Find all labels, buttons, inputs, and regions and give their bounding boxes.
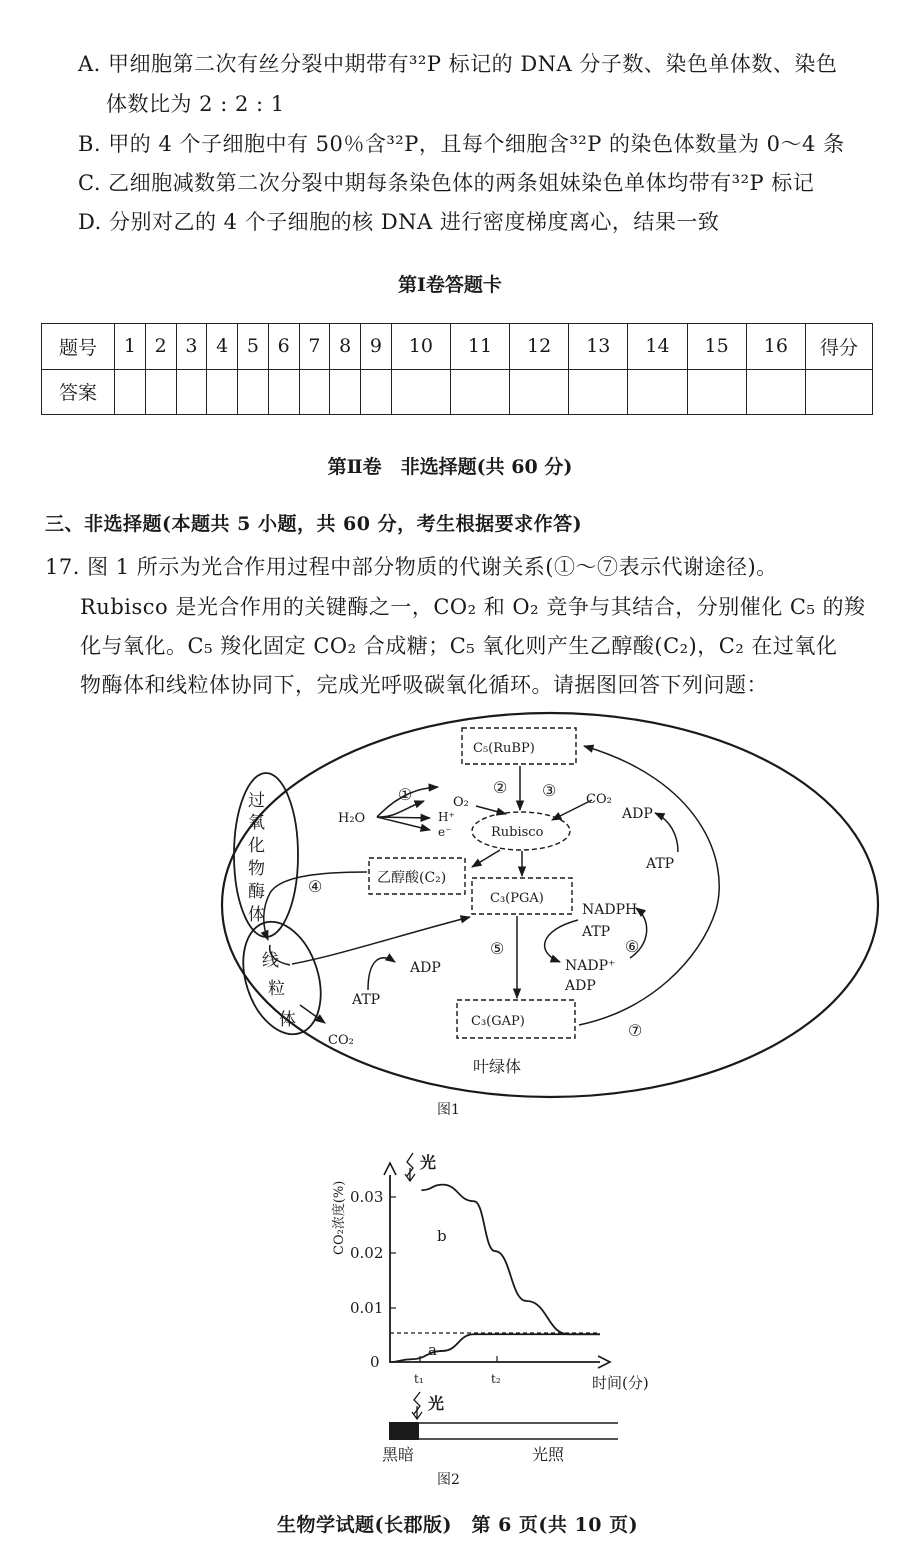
chloroplast-label: 叶绿体: [473, 1057, 522, 1076]
row-head-answer: 答案: [42, 369, 115, 415]
answer-card-title: 第Ⅰ卷答题卡: [398, 274, 502, 296]
y-axis-arrow: [384, 1163, 396, 1175]
figure2-caption: 图2: [437, 1472, 460, 1488]
section3-heading: 三、非选择题(本题共 5 小题，共 60 分，考生根据要求作答): [45, 513, 583, 535]
water-label: H₂O: [338, 811, 366, 826]
x-tick-label-t1: t₁: [414, 1372, 424, 1386]
adp-top-label: ADP: [622, 806, 653, 822]
pathway-number-5: ⑤: [490, 939, 505, 958]
score-label-cell: 得分: [806, 324, 873, 370]
atp-label: ATP: [582, 924, 611, 940]
qnum-cell: 1: [115, 324, 146, 370]
y-axis-label: CO₂浓度(%): [332, 1180, 347, 1255]
peroxisome-char: 物: [248, 859, 265, 879]
c2-label: 乙醇酸(C₂): [377, 870, 447, 886]
hplus-label: H⁺: [438, 810, 455, 824]
qnum-cell: 2: [145, 324, 176, 370]
light-top-label: 光: [420, 1153, 437, 1172]
adp-mito-label: ADP: [410, 960, 441, 976]
light-arrow-icon-2: [412, 1406, 422, 1419]
qnum-cell: 10: [391, 324, 450, 370]
qnum-cell: 9: [361, 324, 392, 370]
option-a-line1: A. 甲细胞第二次有丝分裂中期带有³²P 标记的 DNA 分子数、染色单体数、染色: [78, 52, 838, 76]
qnum-cell: 11: [450, 324, 509, 370]
pathway-number-1: ①: [398, 785, 413, 804]
co2-mito-label: CO₂: [328, 1033, 354, 1048]
qnum-cell: 16: [746, 324, 805, 370]
curve-a: [390, 1334, 600, 1362]
mito-char: 体: [279, 1010, 296, 1030]
pathway-number-6: ⑥: [625, 937, 640, 956]
option-a-line2: 体数比为 2 : 2 : 1: [106, 92, 285, 116]
peroxisome-char: 酶: [248, 882, 265, 902]
x-tick-label-t2: t₂: [491, 1372, 501, 1386]
qnum-cell: 7: [299, 324, 330, 370]
q17-line2: Rubisco 是光合作用的关键酶之一，CO₂ 和 O₂ 竞争与其结合，分别催化 C₅ 的羧: [80, 595, 866, 619]
section2-title: 第Ⅱ卷 非选择题(共 60 分): [327, 456, 573, 478]
qnum-cell: 5: [238, 324, 269, 370]
figure1-caption: 图1: [437, 1102, 460, 1118]
y-tick-label: 0.01: [350, 1299, 384, 1317]
page-footer: 生物学试题(长郡版) 第 6 页(共 10 页): [277, 1514, 639, 1536]
row-head-number: 题号: [42, 324, 115, 370]
qnum-cell: 14: [628, 324, 687, 370]
option-c: C. 乙细胞减数第二次分裂中期每条染色体的两条姐妹染色单体均带有³²P 标记: [78, 171, 815, 195]
q17-line3: 化与氧化。C₅ 羧化固定 CO₂ 合成糖；C₅ 氧化则产生乙醇酸(C₂)，C₂ 在过氧化: [80, 634, 838, 658]
pathway-number-2: ②: [493, 778, 508, 797]
dark-label: 黑暗: [382, 1445, 415, 1464]
pathway-number-7: ⑦: [628, 1021, 643, 1040]
peroxisome-char: 氧: [248, 813, 265, 833]
qnum-cell: 13: [569, 324, 628, 370]
atp-mito-label: ATP: [352, 992, 381, 1008]
c5-label: C₅(RuBP): [473, 741, 535, 756]
curve-a-label: a: [428, 1341, 437, 1359]
curve-b-label: b: [437, 1227, 447, 1245]
o2-label: O₂: [453, 795, 469, 810]
dark-bar: [389, 1422, 419, 1440]
q17-line4: 物酶体和线粒体协同下，完成光呼吸碳氧化循环。请据图回答下列问题：: [80, 673, 768, 697]
curve-b: [422, 1185, 601, 1335]
mito-char: 粒: [268, 979, 285, 999]
light-mid-label: 光: [428, 1394, 445, 1413]
qnum-cell: 4: [207, 324, 238, 370]
qnum-cell: 3: [176, 324, 207, 370]
q17-line1: 17. 图 1 所示为光合作用过程中部分物质的代谢关系(①～⑦表示代谢途径)。: [45, 555, 778, 579]
y-tick-label: 0.03: [350, 1188, 384, 1206]
x-axis-label: 时间(分): [592, 1374, 649, 1392]
y-tick-label: 0: [370, 1353, 380, 1371]
peroxisome-char: 体: [248, 905, 265, 925]
peroxisome-char: 过: [248, 791, 265, 811]
option-d: D. 分别对乙的 4 个子细胞的核 DNA 进行密度梯度离心，结果一致: [78, 210, 720, 234]
qnum-cell: 8: [330, 324, 361, 370]
qnum-cell: 12: [510, 324, 569, 370]
atp-top-label: ATP: [646, 856, 675, 872]
nadph-label: NADPH: [582, 902, 638, 918]
mito-char: 线: [262, 951, 279, 971]
pathway-number-3: ③: [542, 781, 557, 800]
pathway-number-4: ④: [308, 877, 323, 896]
rubisco-label: Rubisco: [491, 825, 544, 840]
gap-label: C₃(GAP): [471, 1014, 525, 1029]
adp-label: ADP: [565, 978, 596, 994]
illumination-label: 光照: [532, 1445, 565, 1464]
co2-label: CO₂: [586, 792, 612, 807]
pga-label: C₃(PGA): [490, 891, 544, 906]
y-tick-label: 0.02: [350, 1244, 384, 1262]
light-arrow-icon: [405, 1168, 415, 1181]
qnum-cell: 6: [268, 324, 299, 370]
eminus-label: e⁻: [438, 825, 452, 839]
option-b: B. 甲的 4 个子细胞中有 50％含³²P，且每个细胞含³²P 的染色体数量为 0～4 条: [78, 132, 845, 156]
qnum-cell: 15: [687, 324, 746, 370]
nadp-label: NADP⁺: [565, 958, 616, 974]
peroxisome-char: 化: [248, 836, 265, 856]
